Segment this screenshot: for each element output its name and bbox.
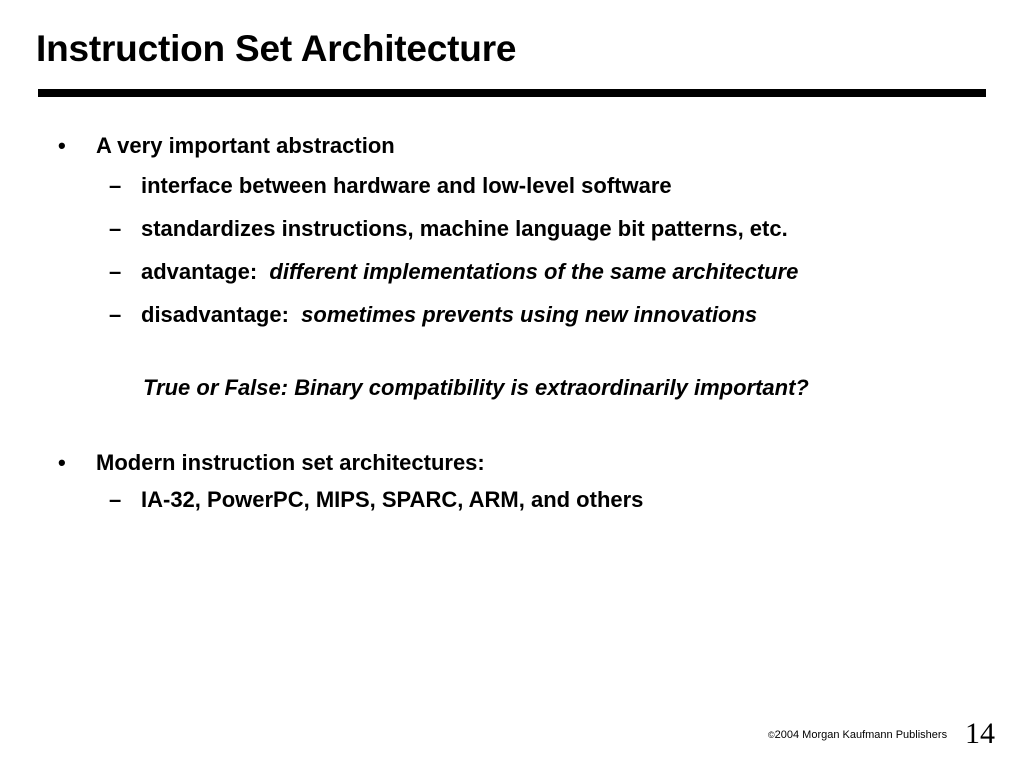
copyright-text: 2004 Morgan Kaufmann Publishers xyxy=(774,729,948,741)
bullet-marker: • xyxy=(58,450,66,475)
dash-marker: – xyxy=(109,302,122,327)
subitem-italic: different implementations of the same architecture xyxy=(269,259,799,284)
subitem-lead: disadvantage: xyxy=(141,302,289,327)
subitem-lead: interface between hardware and low-level software xyxy=(141,173,672,198)
copyright-notice xyxy=(768,729,947,741)
bullet-1-text: A very important abstraction xyxy=(96,133,395,158)
bullet-marker: • xyxy=(58,133,66,158)
subitem-lead: standardizes instructions, machine language bit patterns, etc. xyxy=(141,216,788,241)
bullet-2-text: Modern instruction set architectures: xyxy=(96,450,485,475)
subitem-isa-list xyxy=(141,487,643,513)
copyright-symbol: © xyxy=(768,730,775,740)
subitem-interface xyxy=(141,173,672,199)
subitem-italic: sometimes prevents using new innovations xyxy=(301,302,758,327)
subitem-disadvantage xyxy=(141,302,757,328)
dash-marker: – xyxy=(109,487,122,512)
dash-marker: – xyxy=(109,173,122,198)
subitem-lead: advantage: xyxy=(141,259,258,284)
subitem-standardizes xyxy=(141,216,788,242)
page-number: 14 xyxy=(965,717,995,750)
subitem-advantage xyxy=(141,259,798,285)
true-false-question: True or False: Binary compatibility is extraordinarily important? xyxy=(143,375,809,400)
subitem-lead: IA-32, PowerPC, MIPS, SPARC, ARM, and others xyxy=(141,487,644,512)
slide-title: Instruction Set Architecture xyxy=(36,28,517,69)
title-divider xyxy=(38,89,986,97)
dash-marker: – xyxy=(109,259,122,284)
dash-marker: – xyxy=(109,216,122,241)
